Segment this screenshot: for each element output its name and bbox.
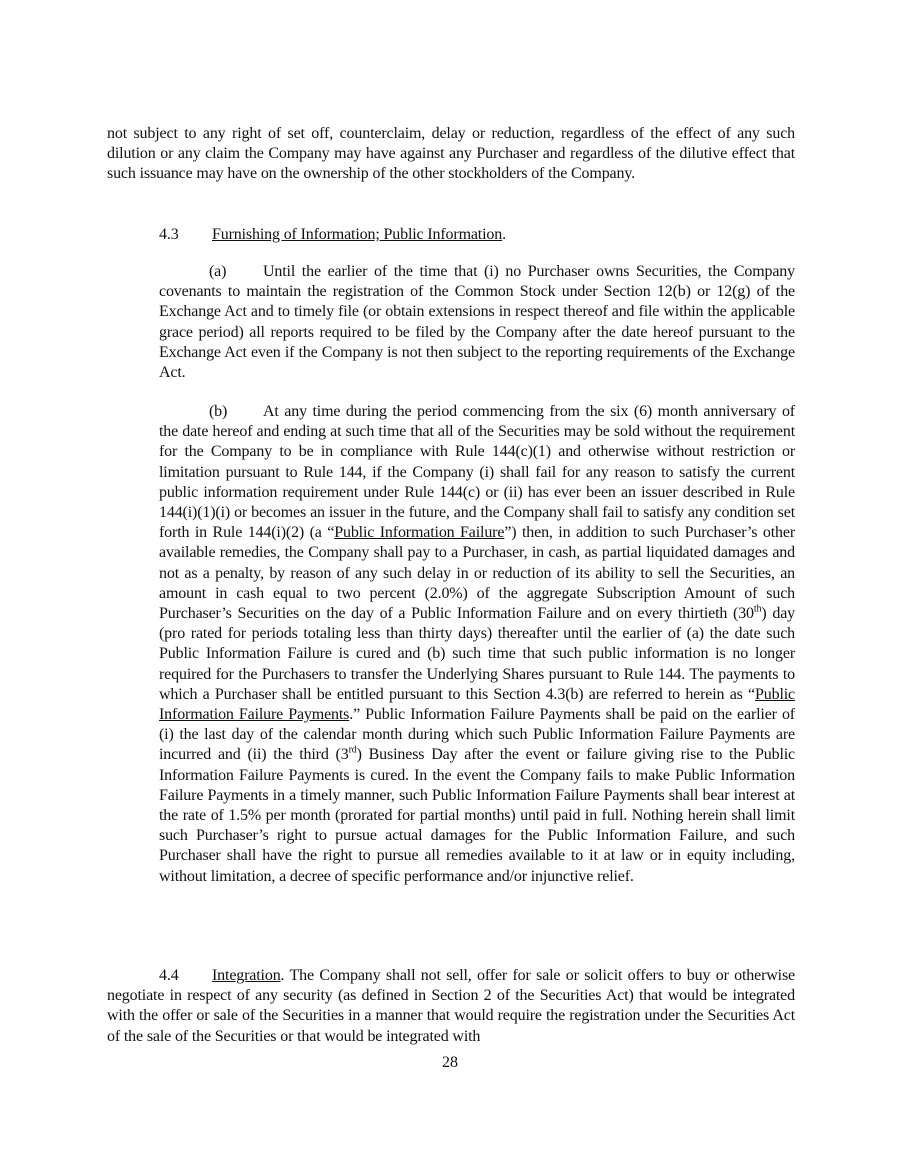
superscript-th: th	[753, 603, 762, 615]
section-4-4-number: 4.4	[159, 967, 179, 984]
section-4-3-title-end: .	[502, 226, 506, 243]
section-4-3-number: 4.3	[159, 226, 179, 243]
section-4-3-heading	[107, 225, 795, 245]
para-b-text-2: ”) then, in addition to such Purchaser’s other available remedies, the Company shall pay to a Purchaser, in cash, as partial liquidated damages and not as a penalty, by reason of any such delay in or reduction of its ability to sell the Securities, an amount in cash equal to two percent (2.0%) of the aggregate Subscription Amount of such Purchaser’s Securities on the day of a Public Information Failure and on every thirtieth (30	[159, 524, 796, 623]
continuation-text: not subject to any right of set off, counterclaim, delay or reduction, regardless of the effect of any such dilution or any claim the Company may have against any Purchaser and regardless of the dilutive effect that such issuance may have on the ownership of the other stockholders of the Company.	[107, 125, 795, 183]
section-4-3-para-b	[159, 402, 795, 887]
section-4-4-paragraph	[107, 966, 795, 1047]
defined-term-public-information-failure: Public Information Failure	[334, 524, 505, 542]
para-a-label: (a)	[209, 263, 227, 280]
para-b-text-3: ) day (pro rated for periods totaling less than thirty days) thereafter until the earlier of (a) the date such Public Information Failure is cured and (b) such time that such public information is no longer required for the Purchasers to transfer the Underlying Shares pursuant to Rule 144. The payments to which a Purchaser shall be entitled pursuant to this Section 4.3(b) are referred to herein as “	[159, 605, 795, 703]
para-b-text-4: .” Public Information Failure Payments shall be paid on the earlier of (i) the last day of the calendar month during which such Public Information Failure Payments are incurred and (ii) the third (3	[159, 706, 795, 764]
section-4-3-title: Furnishing of Information; Public Information	[212, 226, 503, 243]
para-b-text-1: At any time during the period commencing from the six (6) month anniversary of the date hereof and ending at such time that all of the Securities may be sold without the requirement for the Company to be in compliance with Rule 144(c)(1) and otherwise without restriction or limitation pursuant to Rule 144, if the Company (i) shall fail for any reason to satisfy the current public information requirement under Rule 144(c) or (ii) has ever been an issuer described in Rule 144(i)(1)(i) or becomes an issuer in the future, and the Company shall fail to satisfy any condition set forth in Rule 144(i)(2) (a “	[159, 403, 795, 542]
continuation-paragraph	[107, 124, 795, 185]
para-b-text-5: ) Business Day after the event or failure giving rise to the Public Information Failure Payments is cured. In the event the Company fails to make Public Information Failure Payments in a timely manner, such Public Information Failure Payments shall bear interest at the rate of 1.5% per month (prorated for partial months) until paid in full. Nothing herein shall limit such Purchaser’s right to pursue actual damages for the Public Information Failure, and such Purchaser shall have the right to pursue all remedies available to it at law or in equity including, without limitation, a decree of specific performance and/or injunctive relief.	[159, 746, 795, 885]
defined-term-public-information-failure-payments: Public Information Failure Payments	[159, 685, 795, 724]
para-a-text: Until the earlier of the time that (i) no Purchaser owns Securities, the Company covenants to maintain the registration of the Common Stock under Section 12(b) or 12(g) of the Exchange Act and to timely file (or obtain extensions in respect thereof and file within the applicable grace period) all reports required to be filed by the Company after the date hereof pursuant to the Exchange Act even if the Company is not then subject to the reporting requirements of the Exchange Act.	[159, 263, 795, 382]
section-4-4-title: Integration	[212, 967, 281, 984]
superscript-rd: rd	[348, 745, 357, 757]
section-4-3-para-a	[159, 262, 795, 383]
section-4-4-text: . The Company shall not sell, offer for sale or solicit offers to buy or otherwise negotiate in respect of any security (as defined in Section 2 of the Securities Act) that would be integrated with the offer or sale of the Securities in a manner that would require the registration under the Securities Act of the sale of the Securities or that would be integrated with	[107, 967, 795, 1045]
para-b-label: (b)	[209, 403, 228, 420]
page-number: 28	[442, 1054, 458, 1071]
